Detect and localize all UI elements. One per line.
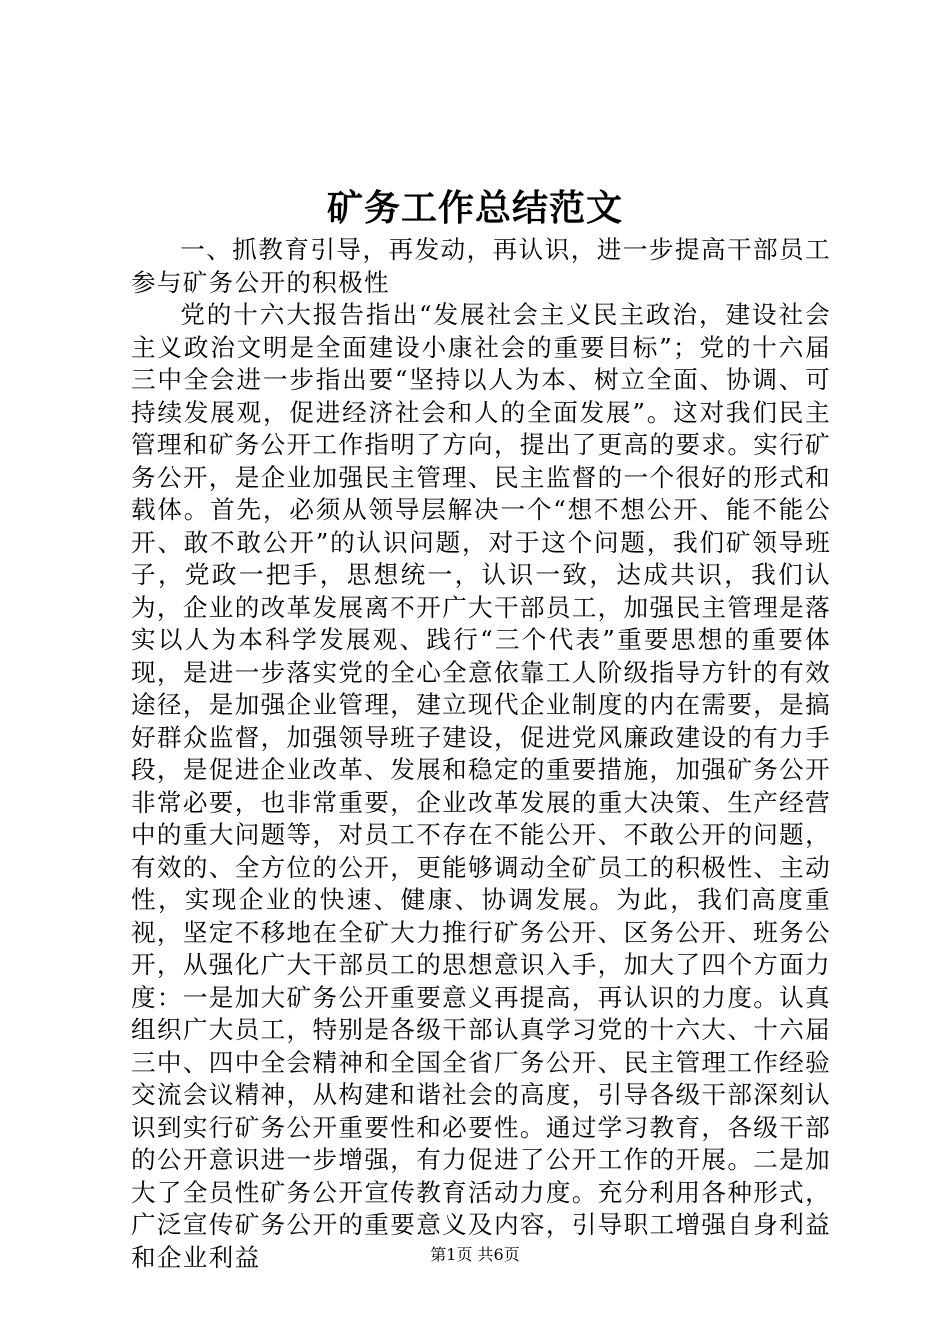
section-heading-paragraph: 一、抓教育引导，再发动，再认识，进一步提高干部员工参与矿务公开的积极性 <box>131 235 831 297</box>
document-title: 矿务工作总结范文 <box>326 187 623 229</box>
page-number-footer: 第1页 共6页 <box>430 1245 520 1264</box>
body-paragraph: 党的十六大报告指出“发展社会主义民主政治，建设社会主义政治文明是全面建设小康社会的重要目标”；党的十六届三中全会进一步指出要“坚持以人为本、树立全面、协调、可持续发展观，促进经济社会和人的全面发展”。这对我们民主管理和矿务公开工作指明了方向，提出了更高的要求。实行矿务公开，是企业加强民主管理、民主监督的一个很好的形式和载体。首先，必须从领导层解决一个“想不想公开、能不能公开、敢不敢公开”的认识问题，对于这个问题，我们矿领导班子，党政一把手，思想统一，认识一致，达成共识，我们认为，企业的改革发展离不开广大干部员工，加强民主管理是落实以人为本科学发展观、践行“三个代表”重要思想的重要体现，是进一步落实党的全心全意依靠工人阶级指导方针的有效途径，是加强企业管理，建立现代企业制度的内在需要，是搞好群众监督，加强领导班子建设，促进党风廉政建设的有力手段，是促进企业改革、发展和稳定的重要措施，加强矿务公开非常必要，也非常重要，企业改革发展的重大决策、生产经营中的重大问题等，对员工不存在不能公开、不敢公开的问题，有效的、全方位的公开，更能够调动全矿员工的积极性、主动性，实现企业的快速、健康、协调发展。为此，我们高度重视，坚定不移地在全矿大力推行矿务公开、区务公开、班务公开，从强化广大干部员工的思想意识入手，加大了四个方面力度：一是加大矿务公开重要意义再提高，再认识的力度。认真组织广大员工，特别是各级干部认真学习党的十六大、十六届三中、四中全会精神和全国全省厂务公开、民主管理工作经验交流会议精神，从构建和谐社会的高度，引导各级干部深刻认识到实行矿务公开重要性和必要性。通过学习教育，各级干部的公开意识进一步增强，有力促进了公开工作的开展。二是加大了全员性矿务公开宣传教育活动力度。充分利用各种形式，广泛宣传矿务公开的重要意义及内容，引导职工增强自身利益和企业利益 <box>131 300 831 1272</box>
document-body <box>131 234 831 1274</box>
